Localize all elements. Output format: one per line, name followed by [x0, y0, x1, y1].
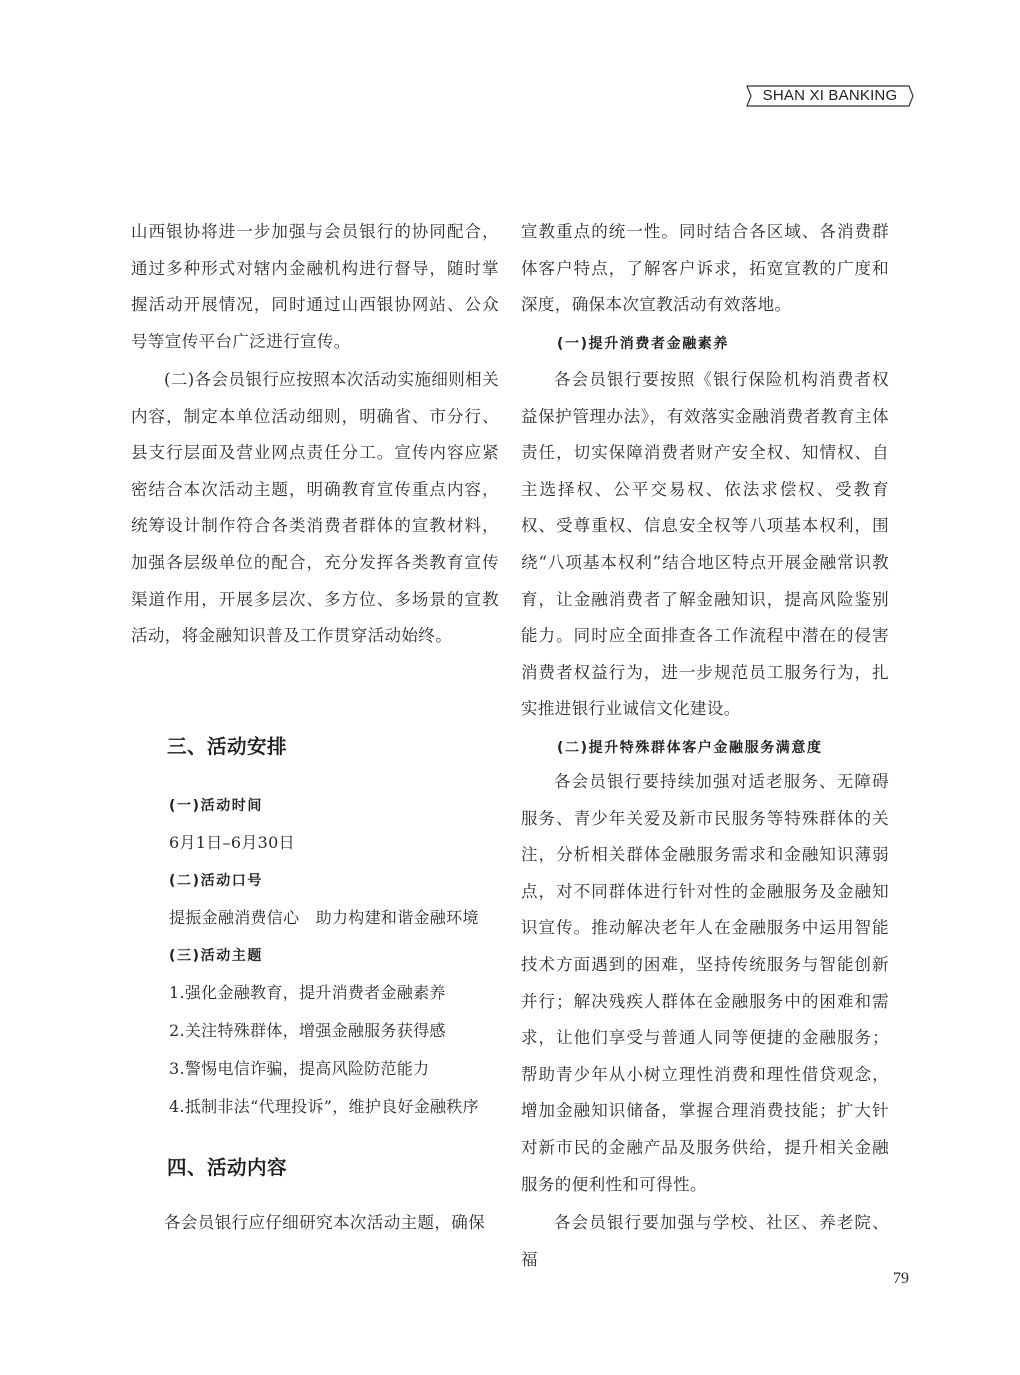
paragraph: 各会员银行要加强与学校、社区、养老院、福: [521, 1213, 889, 1269]
paragraph: 宣教重点的统一性。同时结合各区域、各消费群体客户特点，了解客户诉求，拓宽宣教的广度和深度，确保本次宣教活动有效落地。: [521, 222, 889, 315]
paragraph: 各会员银行应仔细研究本次活动主题，确保: [164, 1213, 486, 1232]
theme-item: 1.强化金融教育，提升消费者金融素养: [169, 983, 446, 1002]
subsection-heading: (三)活动主题: [169, 948, 263, 964]
section-heading: 三、活动安排: [167, 735, 288, 758]
subsection-heading: (一)提升消费者金融素养: [557, 336, 729, 352]
theme-item: 3.警惕电信诈骗，提高风险防范能力: [169, 1059, 430, 1078]
paragraph: (二)各会员银行应按照本次活动实施细则相关内容，制定本单位活动细则，明确省、市分行、县支行层面及营业网点责任分工。宣传内容应紧密结合本次活动主题，明确教育宣传重点内容，统筹设计制作符合各类消费者群体的宣教材料，加强各层级单位的配合，充分发挥各类教育宣传渠道作用，开展多层次、多方位、多场景的宣教活动，将金融知识普及工作贯穿活动始终。: [131, 370, 499, 646]
journal-name: SHAN XI BANKING: [762, 87, 898, 104]
activity-time: 6月1日–6月30日: [169, 833, 295, 852]
theme-item: 4.抵制非法“代理投诉”，维护良好金融秩序: [169, 1097, 479, 1116]
theme-item: 2.关注特殊群体，增强金融服务获得感: [169, 1021, 446, 1040]
paragraph: 各会员银行要持续加强对适老服务、无障碍服务、青少年关爱及新市民服务等特殊群体的关注，分析相关群体金融服务需求和金融知识薄弱点，对不同群体进行针对性的金融服务及金融知识宣传。推动解决老年人在金融服务中运用智能技术方面遇到的困难，坚持传统服务与智能创新并行；解决残疾人群体在金融服务中的困难和需求，让他们享受与普通人同等便捷的金融服务；帮助青少年从小树立理性消费和理性借贷观念，增加金融知识储备，掌握合理消费技能；扩大针对新市民的金融产品及服务供给，提升相关金融服务的便利性和可得性。: [521, 772, 889, 1194]
activity-slogan: 提振金融消费信心 助力构建和谐金融环境: [169, 908, 479, 927]
subsection-heading: (二)提升特殊群体客户金融服务满意度: [557, 740, 823, 756]
page-number: 79: [893, 1270, 909, 1287]
subsection-heading: (二)活动口号: [169, 873, 263, 889]
paragraph: 山西银协将进一步加强与会员银行的协同配合，通过多种形式对辖内金融机构进行督导，随时掌握活动开展情况，同时通过山西银协网站、公众号等宣传平台广泛进行宣传。: [131, 222, 499, 351]
paragraph: 各会员银行要按照《银行保险机构消费者权益保护管理办法》，有效落实金融消费者教育主体责任，切实保障消费者财产安全权、知情权、自主选择权、公平交易权、依法求偿权、受教育权、受尊重权、信息安全权等八项基本权利，围绕“八项基本权利”结合地区特点开展金融常识教育，让金融消费者了解金融知识，提高风险鉴别能力。同时应全面排查各工作流程中潜在的侵害消费者权益行为，进一步规范员工服务行为，扎实推进银行业诚信文化建设。: [521, 370, 889, 719]
subsection-heading: (一)活动时间: [169, 798, 263, 814]
journal-header-tag: [746, 85, 914, 107]
section-heading: 四、活动内容: [167, 1156, 288, 1179]
